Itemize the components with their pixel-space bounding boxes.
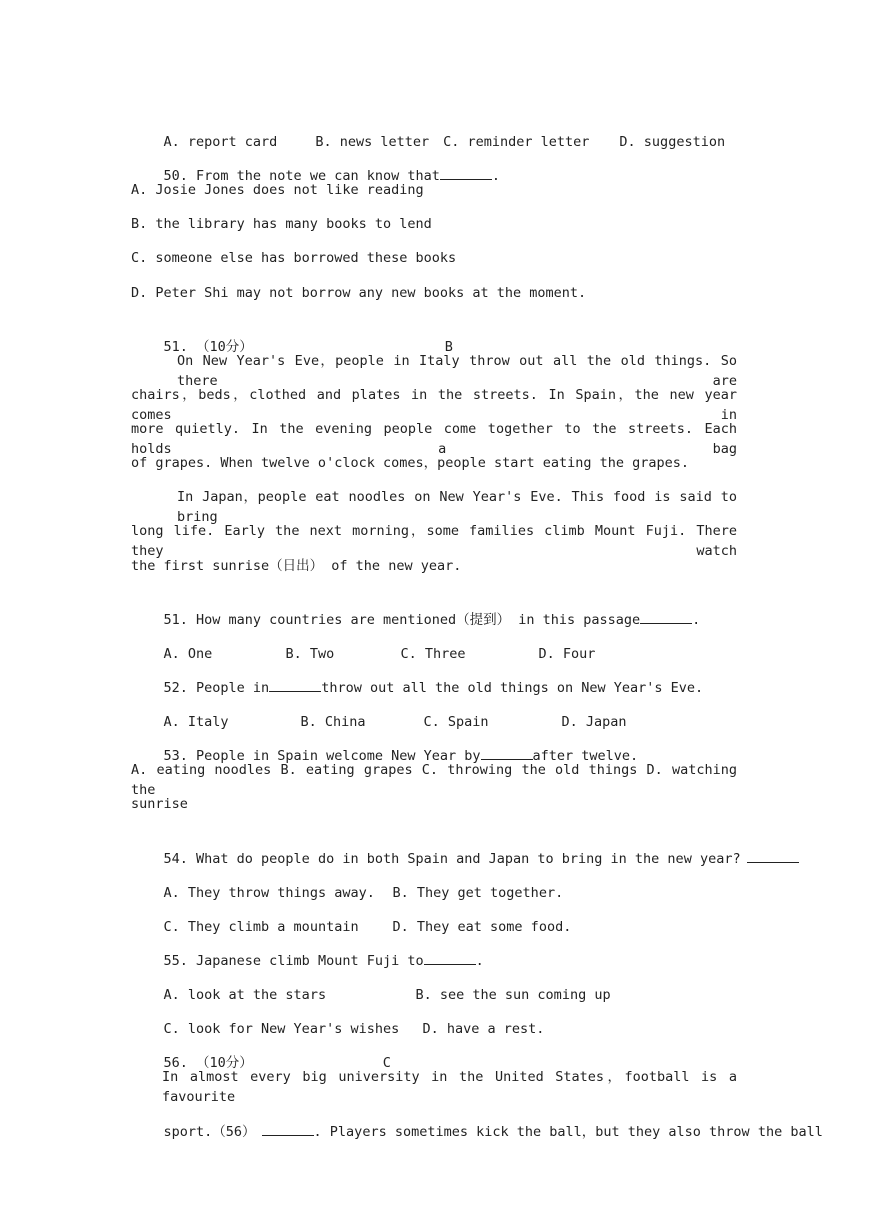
question-52: 52. People in throw out all the old things on New Year's Eve. <box>163 680 704 696</box>
question-54: 54. What do people do in both Spain and Japan to bring in the new year? <box>131 829 799 889</box>
options-54-cd: C. They climb a mountain D. They eat some food. <box>163 919 572 935</box>
paragraph-line: In Japan，people eat noodles on New Year's Eve. This food is said to bring <box>177 489 737 525</box>
answer-blank[interactable] <box>481 746 533 760</box>
paragraph-line: sport.（56） . Players sometimes kick the ball，but they also throw the ball <box>163 1124 823 1140</box>
question-53: 53. People in Spain welcome New Year by after twelve. <box>163 748 639 764</box>
options-52: A. Italy B. China C. Spain D. Japan <box>163 714 627 730</box>
option-50-b: B. the library has many books to lend <box>131 216 432 232</box>
options-54-ab: A. They throw things away. B. They get together. <box>163 885 564 901</box>
option-50-c: C. someone else has borrowed these books <box>131 250 457 266</box>
paragraph-line: of grapes. When twelve o'clock comes，people start eating the grapes. <box>131 455 690 471</box>
question-51: 51. How many countries are mentioned（提到） in this passage . <box>163 612 701 628</box>
paragraph-line: In almost every big university in the United States，football is a favourite <box>162 1069 737 1105</box>
answer-blank[interactable] <box>424 951 476 965</box>
paragraph-line: long life. Early the next morning，some families climb Mount Fuji. There they watch <box>131 523 737 559</box>
answer-blank[interactable] <box>640 610 692 624</box>
options-55-cd: C. look for New Year's wishes D. have a rest. <box>163 1021 545 1037</box>
paragraph-line: chairs，beds，clothed and plates in the streets. In Spain，the new year comes in <box>131 387 737 423</box>
options-53-continued: sunrise <box>131 796 188 812</box>
paragraph-line: On New Year's Eve，people in Italy throw out all the old things. So there are <box>177 353 737 389</box>
options-53: A. eating noodles B. eating grapes C. throwing the old things D. watching the <box>131 762 737 798</box>
answer-blank[interactable] <box>269 678 321 692</box>
answer-blank[interactable] <box>440 166 492 180</box>
options-51: A. One B. Two C. Three D. Four <box>163 646 596 662</box>
option-line-49: A. report card B. news letter C. reminder letter D. suggestion <box>163 134 726 150</box>
options-55-ab: A. look at the stars B. see the sun coming up <box>163 987 611 1003</box>
question-55: 55. Japanese climb Mount Fuji to . <box>163 953 484 969</box>
option-50-a: A. Josie Jones does not like reading <box>131 182 424 198</box>
section-b-heading: 51. （10分） B <box>163 339 453 355</box>
answer-blank[interactable] <box>262 1122 314 1136</box>
question-50: 50. From the note we can know that . <box>163 168 500 184</box>
option-50-d: D. Peter Shi may not borrow any new books at the moment. <box>131 285 587 301</box>
paragraph-line: the first sunrise（日出） of the new year. <box>131 558 462 574</box>
answer-blank[interactable] <box>747 849 799 863</box>
paragraph-line: more quietly. In the evening people come together to the streets. Each holds a bag <box>131 421 737 457</box>
section-c-heading: 56. （10分） C <box>163 1055 391 1071</box>
